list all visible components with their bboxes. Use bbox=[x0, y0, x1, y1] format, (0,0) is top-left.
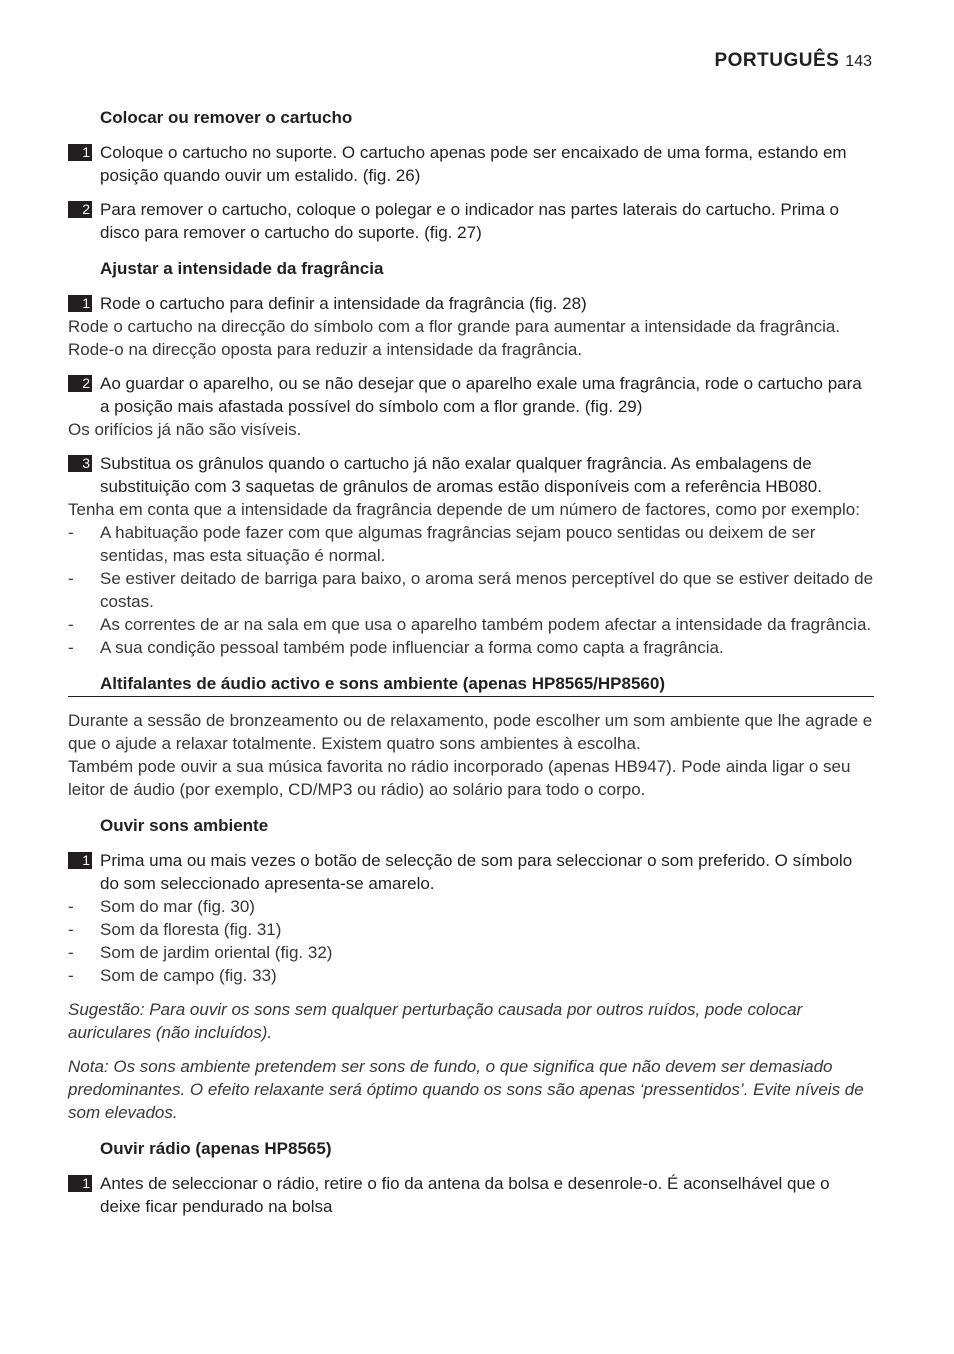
list-item: - A sua condição pessoal também pode influenciar a forma como capta a fragrância. bbox=[68, 636, 874, 659]
page-number: 143 bbox=[845, 53, 872, 70]
paragraph: Também pode ouvir a sua música favorita no rádio incorporado (apenas HB947). Pode ainda ligar o seu leitor de áudio (por exemplo, CD/MP3 ou rádio) ao solário para todo o corpo. bbox=[68, 757, 851, 799]
tip-text: Sugestão: Para ouvir os sons sem qualquer perturbação causada por outros ruídos, pode colocar auriculares (não incluídos). bbox=[68, 1000, 803, 1042]
content bbox=[68, 104, 874, 1218]
step-number: 2 bbox=[68, 375, 92, 392]
list-item: - Som de campo (fig. 33) bbox=[68, 964, 874, 987]
step-number: 1 bbox=[68, 852, 92, 869]
step-number: 3 bbox=[68, 455, 92, 472]
step-text: Para remover o cartucho, coloque o polegar e o indicador nas partes laterais do cartucho. Prima o disco para remover o cartucho do suporte. (fig. 27) bbox=[100, 200, 839, 242]
list-item: - As correntes de ar na sala em que usa o aparelho também podem afectar a intensidade da fragrância. bbox=[68, 613, 874, 636]
list-item: - Som de jardim oriental (fig. 32) bbox=[68, 941, 874, 964]
step-text: Prima uma ou mais vezes o botão de selecção de som para seleccionar o som preferido. O símbolo do som seleccionado apresenta-se amarelo. bbox=[100, 851, 853, 893]
step-note: Tenha em conta que a intensidade da fragrância depende de um número de factores, como por exemplo: bbox=[68, 500, 860, 519]
step-note: Os orifícios já não são visíveis. bbox=[68, 420, 302, 439]
step-text: Substitua os grânulos quando o cartucho já não exalar qualquer fragrância. As embalagens de substituição com 3 saquetas de grânulos de aromas estão disponíveis com a referência HB080. bbox=[100, 454, 822, 496]
heading-radio: Ouvir rádio (apenas HP8565) bbox=[100, 1139, 332, 1158]
step bbox=[68, 141, 874, 187]
heading-intensity: Ajustar a intensidade da fragrância bbox=[100, 259, 384, 278]
list-item: - Se estiver deitado de barriga para baixo, o aroma será menos perceptível do que se estiver deitado de costas. bbox=[68, 567, 874, 613]
step-text: Coloque o cartucho no suporte. O cartucho apenas pode ser encaixado de uma forma, estando em posição quando ouvir um estalido. (fig. 26) bbox=[100, 143, 847, 185]
language-label: PORTUGUÊS bbox=[714, 50, 840, 71]
step-number: 2 bbox=[68, 201, 92, 218]
heading-cartridge: Colocar ou remover o cartucho bbox=[100, 108, 353, 127]
step-text: Rode o cartucho para definir a intensidade da fragrância (fig. 28) bbox=[100, 294, 587, 313]
step bbox=[68, 198, 874, 244]
list-item: - Som do mar (fig. 30) bbox=[68, 895, 874, 918]
step-number: 1 bbox=[68, 295, 92, 312]
step-number: 1 bbox=[68, 144, 92, 161]
step-note: Rode o cartucho na direcção do símbolo com a flor grande para aumentar a intensidade da fragrância. Rode-o na direcção oposta para reduzir a intensidade da fragrância. bbox=[68, 317, 841, 359]
step-text: Antes de seleccionar o rádio, retire o fio da antena da bolsa e desenrole-o. É aconselhável que o deixe ficar pendurado na bolsa bbox=[100, 1174, 830, 1216]
step bbox=[68, 372, 874, 418]
paragraph: Durante a sessão de bronzeamento ou de relaxamento, pode escolher um som ambiente que lhe agrade e que o ajude a relaxar totalmente. Existem quatro sons ambientes à escolha. bbox=[68, 711, 873, 753]
step-number: 1 bbox=[68, 1175, 92, 1192]
list-item: - Som da floresta (fig. 31) bbox=[68, 918, 874, 941]
step bbox=[68, 1172, 874, 1218]
step-text: Ao guardar o aparelho, ou se não desejar que o aparelho exale uma fragrância, rode o cartucho para a posição mais afastada possível do símbolo com a flor grande. (fig. 29) bbox=[100, 374, 862, 416]
step bbox=[68, 849, 874, 895]
heading-ambient: Ouvir sons ambiente bbox=[100, 816, 269, 835]
page-header bbox=[714, 50, 872, 72]
step bbox=[68, 452, 874, 498]
note-text: Nota: Os sons ambiente pretendem ser sons de fundo, o que significa que não devem ser demasiado predominantes. O efeito relaxante será óptimo quando os sons são apenas ‘pressentidos’. Evite níveis de som elevados. bbox=[68, 1057, 864, 1122]
step bbox=[68, 292, 874, 315]
heading-audio: Altifalantes de áudio activo e sons ambiente (apenas HP8565/HP8560) bbox=[68, 672, 874, 697]
list-item: - A habituação pode fazer com que algumas fragrâncias sejam pouco sentidas ou deixem de ser sentidas, mas esta situação é normal. bbox=[68, 521, 874, 567]
